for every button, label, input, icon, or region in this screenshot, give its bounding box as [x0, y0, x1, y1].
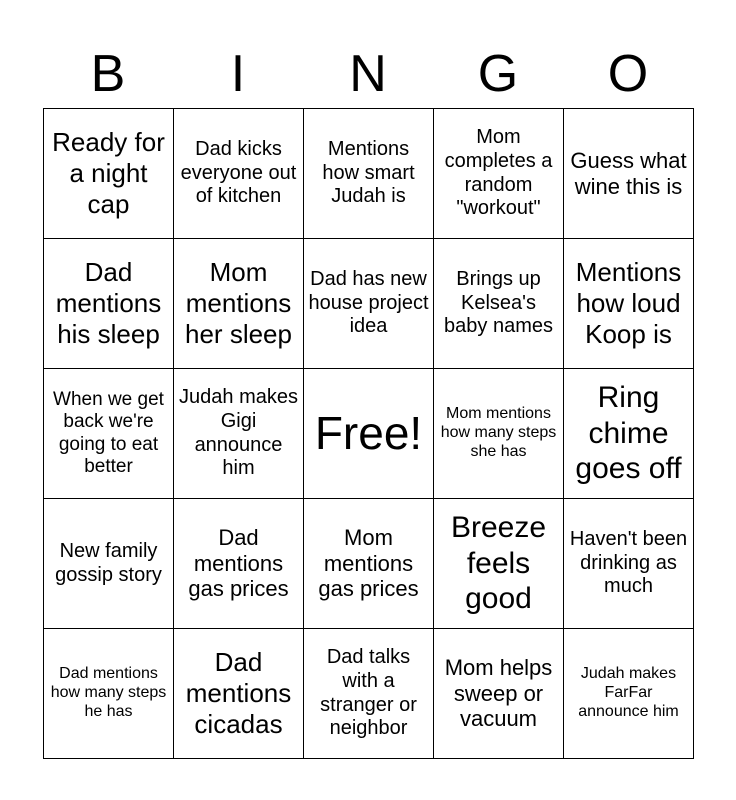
- free-space-cell[interactable]: Free!: [304, 369, 434, 499]
- bingo-cell[interactable]: Brings up Kelsea's baby names: [434, 239, 564, 369]
- bingo-row-3: [44, 369, 694, 499]
- bingo-cell[interactable]: Mentions how smart Judah is: [304, 109, 434, 239]
- bingo-header: [43, 40, 693, 108]
- bingo-row-2: [44, 239, 694, 369]
- bingo-row-4: [44, 499, 694, 629]
- bingo-cell[interactable]: Dad has new house project idea: [304, 239, 434, 369]
- bingo-cell[interactable]: Ready for a night cap: [44, 109, 174, 239]
- bingo-cell[interactable]: Mentions how loud Koop is: [564, 239, 694, 369]
- bingo-cell[interactable]: When we get back we're going to eat better: [44, 369, 174, 499]
- bingo-cell[interactable]: Judah makes Gigi announce him: [174, 369, 304, 499]
- bingo-cell[interactable]: Haven't been drinking as much: [564, 499, 694, 629]
- bingo-row-5: [44, 629, 694, 759]
- bingo-cell[interactable]: Ring chime goes off: [564, 369, 694, 499]
- bingo-cell[interactable]: Mom mentions her sleep: [174, 239, 304, 369]
- bingo-row-1: [44, 109, 694, 239]
- bingo-cell[interactable]: Mom completes a random "workout": [434, 109, 564, 239]
- header-letter-g: G: [477, 45, 519, 103]
- header-letter-n: N: [349, 45, 387, 103]
- bingo-cell[interactable]: Dad mentions how many steps he has: [44, 629, 174, 759]
- bingo-cell[interactable]: Dad mentions cicadas: [174, 629, 304, 759]
- bingo-cell[interactable]: Dad talks with a stranger or neighbor: [304, 629, 434, 759]
- header-letter-i: I: [230, 45, 246, 103]
- header-letter-o: O: [607, 45, 649, 103]
- bingo-cell[interactable]: New family gossip story: [44, 499, 174, 629]
- bingo-cell[interactable]: Guess what wine this is: [564, 109, 694, 239]
- bingo-cell[interactable]: Judah makes FarFar announce him: [564, 629, 694, 759]
- bingo-cell[interactable]: Dad mentions his sleep: [44, 239, 174, 369]
- bingo-cell[interactable]: Dad kicks everyone out of kitchen: [174, 109, 304, 239]
- header-letter-b: B: [90, 45, 126, 103]
- bingo-cell[interactable]: Mom mentions gas prices: [304, 499, 434, 629]
- bingo-cell[interactable]: Mom helps sweep or vacuum: [434, 629, 564, 759]
- bingo-card-grid: [43, 108, 694, 759]
- bingo-cell[interactable]: Dad mentions gas prices: [174, 499, 304, 629]
- bingo-cell[interactable]: Breeze feels good: [434, 499, 564, 629]
- bingo-cell[interactable]: Mom mentions how many steps she has: [434, 369, 564, 499]
